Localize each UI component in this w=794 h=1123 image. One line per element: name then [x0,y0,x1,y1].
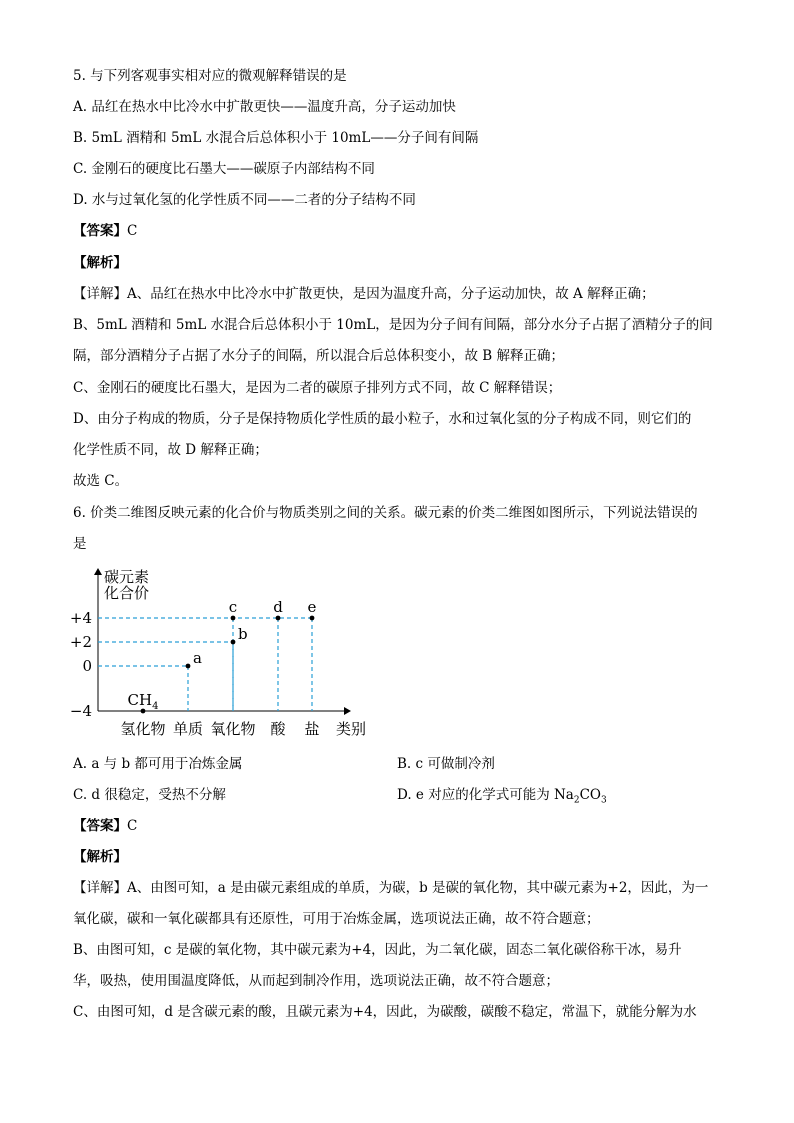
q5-option-d: D. 水与过氧化氢的化学性质不同——二者的分子结构不同 [73,192,416,208]
y-tick-label: +4 [69,609,92,627]
q6-detail-line: 氧化碳，碳和一氧化碳都具有还原性，可用于冶炼金属，选项说法正确，故不符合题意； [73,911,600,927]
q6-stem-cont: 是 [73,536,87,552]
option-d-mid: CO [579,787,601,803]
y-axis-label-line1: 碳元素 [104,568,150,586]
answer-value: C [127,818,138,834]
q5-detail-line: 隔，部分酒精分子占据了水分子的间隔，所以混合后总体积变小，故 B 解释正确； [73,348,565,364]
y-axis-label-line2: 化合价 [104,584,150,602]
point-label: $CH_4$ [127,691,159,712]
point-e [310,616,315,621]
q6-detail-line: 华，吸热，使用围温度降低，从而起到制冷作用，选项说法正确，故不符合题意； [73,973,559,989]
q5-option-a: A. 品红在热水中比冷水中扩散更快——温度升高，分子运动加快 [73,99,456,115]
q5-analysis-label: 【解析】 [73,255,127,271]
q5-detail-line: 化学性质不同，故 D 解释正确； [73,442,268,458]
q5-detail-line: B、5mL 酒精和 5mL 水混合后总体积小于 10mL，是因为分子间有间隔，部分水分子占据了酒精分子的间 [73,317,713,333]
x-tick-label: 氢化物 [120,720,166,738]
q6-option-a: A. a 与 b 都可用于冶炼金属 [73,756,243,772]
q6-option-b: B. c 可做制冷剂 [397,756,495,772]
answer-label: 【答案】 [73,818,127,834]
point-label: b [238,625,248,643]
point-c [231,616,236,621]
point-label: a [193,649,202,667]
valence-category-chart [68,565,388,745]
q6-analysis-label: 【解析】 [73,849,127,865]
answer-value: C [127,223,138,239]
q5-conclusion: 故选 C。 [73,473,129,489]
q5-detail-line: 【详解】A、品红在热水中比冷水中扩散更快，是因为温度升高，分子运动加快，故 A 解释正确； [73,286,655,302]
x-tick-label: 氧化物 [210,720,256,738]
option-d-subscript: 3 [601,795,607,806]
point-label: c [228,598,238,616]
point-ch [141,709,146,714]
x-tick-label: 酸 [270,720,286,738]
q6-option-c: C. d 很稳定，受热不分解 [73,787,226,803]
q6-option-d [397,785,607,811]
y-tick-label: −4 [69,702,92,720]
q6-answer [73,816,137,836]
point-a [186,664,191,669]
x-tick-label: 单质 [172,720,204,738]
q5-answer [73,221,137,241]
q5-option-b: B. 5mL 酒精和 5mL 水混合后总体积小于 10mL——分子间有间隔 [73,130,479,146]
point-d [276,616,281,621]
point-label: e [307,598,317,616]
option-d-prefix: D. e 对应的化学式可能为 Na [397,787,574,803]
q6-detail-line: B、由图可知，c 是碳的氧化物，其中碳元素为+4，因此，为二氧化碳，固态二氧化碳俗称干冰，易升 [73,942,682,958]
y-tick-label: +2 [69,633,92,651]
q5-stem: 5. 与下列客观事实相对应的微观解释错误的是 [73,68,347,84]
q5-detail-line: C、金刚石的硬度比石墨大，是因为二者的碳原子排列方式不同，故 C 解释错误； [73,380,562,396]
tick-labels [70,609,320,738]
y-tick-label: 0 [82,657,92,675]
answer-label: 【答案】 [73,223,127,239]
q5-option-c: C. 金刚石的硬度比石墨大——碳原子内部结构不同 [73,161,375,177]
q5-detail-line: D、由分子构成的物质，分子是保持物质化学性质的最小粒子，水和过氧化氢的分子构成不同，则它们的 [73,411,692,427]
point-b [231,640,236,645]
point-label: d [273,598,283,616]
q6-stem: 6. 价类二维图反映元素的化合价与物质类别之间的关系。碳元素的价类二维图如图所示，下列说法错误的 [73,505,698,521]
data-points [128,598,317,713]
option-d-subscript: 2 [573,795,580,806]
q6-detail-line: C、由图可知，d 是含碳元素的酸，且碳元素为+4，因此，为碳酸，碳酸不稳定，常温下，就能分解为水 [73,1004,697,1020]
x-tick-label: 盐 [304,720,320,738]
q6-detail-line: 【详解】A、由图可知，a 是由碳元素组成的单质，为碳，b 是碳的氧化物，其中碳元素为+2，因此，为一 [73,880,709,896]
x-axis-label: 类别 [336,720,367,738]
